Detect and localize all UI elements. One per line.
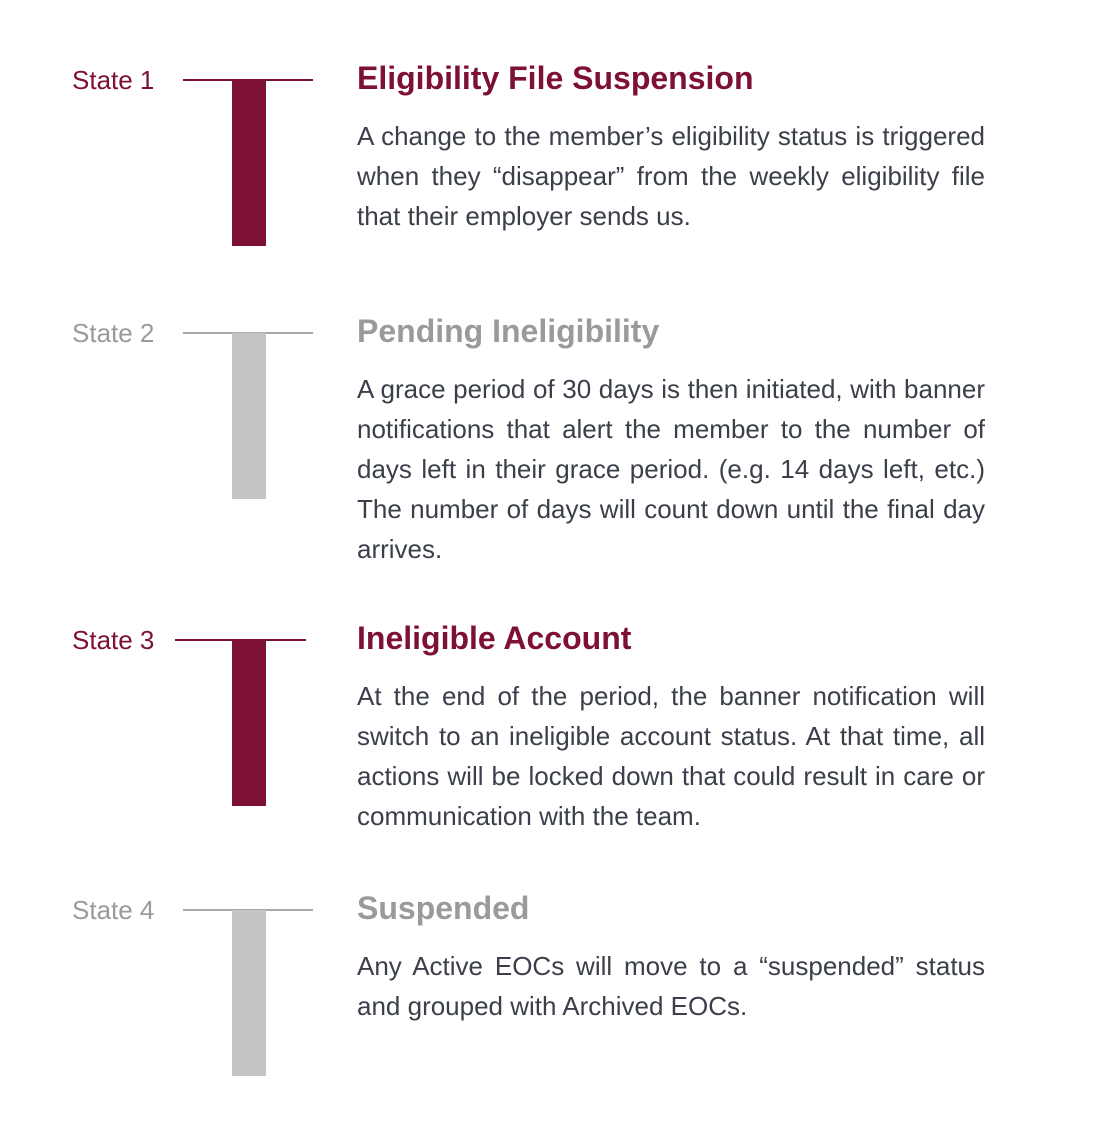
state-4-title: Suspended — [357, 890, 530, 926]
state-3-bar — [232, 640, 266, 806]
state-1-bar — [232, 80, 266, 246]
state-2-description: A grace period of 30 days is then initiated, with banner notifications that alert the member to the number of days left in their grace period. (e.g. 14 days left, etc.) The number of days will count down until the final day arrives. — [357, 374, 985, 564]
state-2-label: State 2 — [72, 318, 155, 348]
state-1-label: State 1 — [72, 65, 155, 95]
state-1-title: Eligibility File Suspension — [357, 60, 754, 96]
state-3-description: At the end of the period, the banner notification will switch to an ineligible account status. At that time, all actions will be locked down that could result in care or communication with the team. — [357, 681, 985, 831]
state-3-title: Ineligible Account — [357, 620, 632, 656]
state-4-label: State 4 — [72, 895, 155, 925]
state-1-description: A change to the member’s eligibility status is triggered when they “disappear” from the weekly eligibility file that their employer sends us. — [357, 121, 985, 231]
state-2-title: Pending Ineligibility — [357, 313, 660, 349]
state-2-bar — [232, 333, 266, 499]
state-3-label: State 3 — [72, 625, 155, 655]
state-4-bar — [232, 910, 266, 1076]
state-4-description: Any Active EOCs will move to a “suspended” status and grouped with Archived EOCs. — [357, 951, 985, 1021]
